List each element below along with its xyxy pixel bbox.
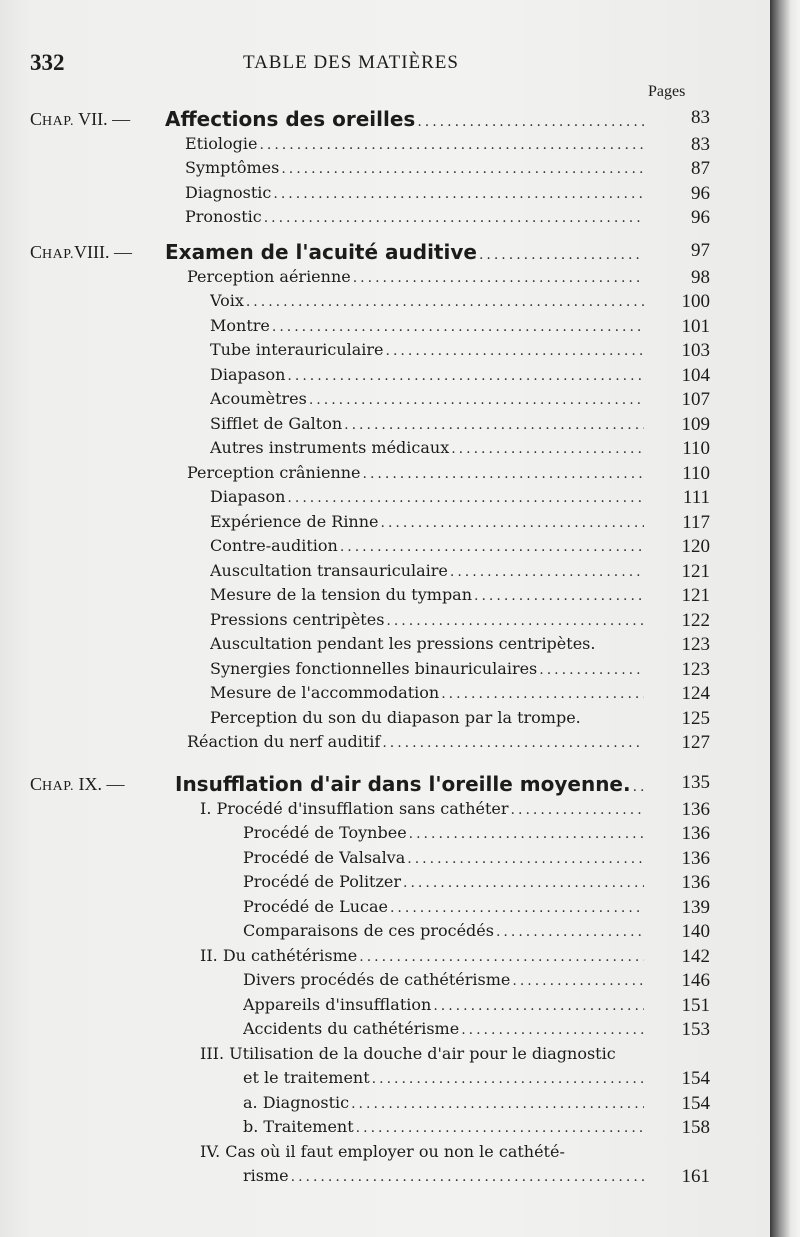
dot-leader	[281, 161, 644, 177]
toc-entry-text: Divers procédés de cathétérisme	[243, 970, 511, 989]
chapter-title: Insufflation d'air dans l'oreille moyenne.	[175, 772, 631, 796]
toc-entry	[210, 487, 710, 506]
chapter-title-row	[165, 240, 710, 265]
toc-entry-text: Expérience de Rinne	[210, 511, 379, 531]
toc-entry-row	[210, 316, 710, 341]
toc-entry-text: Procédé de Toynbee	[243, 823, 407, 842]
dot-leader	[409, 826, 644, 842]
dot-leader	[356, 1120, 644, 1136]
toc-entry	[210, 414, 710, 433]
dot-leader	[309, 392, 644, 408]
toc-entry-row	[210, 683, 710, 708]
toc-entry	[210, 389, 710, 408]
toc-entry	[210, 316, 710, 335]
chapter-label-smallcaps: HAP.	[42, 114, 74, 129]
dot-leader	[359, 949, 644, 965]
page-ref: 136	[681, 798, 710, 820]
toc-entry-row	[210, 536, 710, 561]
toc-entry-text: Contre-audition	[210, 536, 338, 555]
dot-leader	[287, 368, 644, 384]
page-ref: 83	[691, 133, 710, 155]
page-ref: 140	[681, 921, 710, 942]
toc-entry	[243, 921, 710, 940]
page-ref: 142	[681, 945, 710, 967]
toc-entry-row	[185, 207, 710, 232]
toc-entry	[210, 683, 710, 702]
toc-entry	[243, 1166, 710, 1185]
page-number: 332	[30, 50, 65, 75]
toc-entry	[210, 585, 710, 604]
toc-entry-row	[243, 1117, 710, 1142]
page-ref: 98	[691, 266, 710, 288]
toc-entry-row	[243, 970, 710, 995]
toc-entry	[185, 183, 710, 202]
toc-entry-text: Appareils d'insufflation	[243, 994, 432, 1014]
page-ref: 136	[681, 872, 710, 893]
toc-entry	[210, 291, 710, 310]
toc-entry-row	[210, 634, 710, 659]
dot-leader	[450, 564, 644, 580]
dot-leader	[461, 1022, 644, 1038]
page-ref: 123	[681, 634, 710, 655]
page-ref: 96	[691, 182, 710, 204]
toc-entry-text: a. Diagnostic	[243, 1092, 350, 1112]
page-ref: 136	[681, 847, 710, 869]
toc-entry	[210, 610, 710, 629]
dot-leader	[441, 686, 644, 702]
toc-entry-row	[185, 158, 710, 183]
toc-entry-row	[210, 512, 710, 537]
toc-entry-text: Sifflet de Galton	[210, 413, 343, 433]
toc-entry-row	[187, 732, 710, 757]
toc-entry	[210, 340, 710, 359]
toc-entry-text: risme	[243, 1166, 289, 1185]
toc-entry	[243, 1019, 710, 1038]
toc-entry-text: Diagnostic	[185, 182, 272, 202]
dot-leader	[451, 441, 644, 457]
toc-entry	[200, 799, 710, 818]
dot-leader	[246, 294, 644, 310]
page-ref: 139	[681, 896, 710, 918]
page-ref: 146	[681, 970, 710, 991]
page-ref: 124	[681, 683, 710, 704]
chapter-title-entry	[165, 240, 710, 264]
toc-entry	[185, 134, 710, 153]
page-ref: 107	[681, 389, 710, 410]
dot-leader	[403, 875, 644, 891]
page-ref: 104	[681, 364, 710, 386]
toc-entry	[243, 848, 710, 867]
toc-entry-row	[243, 1166, 710, 1191]
dot-leader	[496, 924, 644, 940]
toc-entry-text: Acoumètres	[210, 389, 307, 408]
dot-leader	[273, 186, 644, 202]
toc-entry-row	[200, 1044, 710, 1069]
chapter-label-smallcaps: HAP.	[42, 247, 74, 262]
page-ref: 101	[681, 315, 710, 337]
dot-leader	[386, 613, 644, 629]
toc-entry	[210, 659, 710, 678]
dot-leader	[390, 900, 644, 916]
toc-entry-text: Perception du son du diapason par la trompe.	[210, 707, 581, 727]
toc-entry-row	[210, 438, 710, 463]
toc-entry	[210, 634, 710, 653]
page-ref: 153	[681, 1019, 710, 1040]
toc-entry-row	[243, 1068, 710, 1093]
toc-entry	[243, 872, 710, 891]
toc-entry-text: Mesure de l'accommodation	[210, 683, 440, 702]
toc-entry-text: Comparaisons de ces procédés	[243, 921, 494, 940]
toc-entry-row	[200, 799, 710, 824]
toc-entry-text: Auscultation pendant les pressions centripètes.	[210, 634, 596, 653]
toc-entry	[187, 267, 710, 286]
toc-entry	[210, 512, 710, 531]
pages-column-label: Pages	[648, 83, 686, 100]
dot-leader	[363, 466, 644, 482]
toc-entry-row	[243, 823, 710, 848]
toc-entry-text: Perception crânienne	[187, 462, 361, 482]
dot-leader	[512, 973, 644, 989]
toc-entry	[185, 207, 710, 226]
dot-leader	[407, 851, 644, 867]
dot-leader	[474, 588, 644, 604]
toc-entry-text: Autres instruments médicaux	[210, 438, 450, 457]
toc-entry	[187, 463, 710, 482]
page-ref: 161	[681, 1166, 710, 1187]
chapter-label-initial: C	[30, 109, 43, 129]
page-ref: 117	[682, 511, 710, 533]
toc-entry-text: Accidents du cathétérisme	[243, 1019, 460, 1038]
page-ref: 87	[691, 158, 710, 179]
toc-entry-row	[185, 134, 710, 159]
toc-entry-row	[187, 267, 710, 292]
chapter-label	[30, 774, 175, 795]
toc-entry	[210, 365, 710, 384]
toc-entry-row	[210, 291, 710, 316]
toc-entry-text: III. Utilisation de la douche d'air pour le diagnostic	[200, 1043, 616, 1063]
toc-entry	[187, 732, 710, 751]
toc-entry	[243, 970, 710, 989]
toc-entry-row	[210, 414, 710, 439]
running-title: TABLE DES MATIÈRES	[243, 52, 459, 73]
chapter-title-row	[165, 107, 710, 132]
toc-entry-text: IV. Cas où il faut employer ou non le cathété-	[200, 1141, 565, 1161]
toc-entry-row	[243, 848, 710, 873]
toc-entry	[243, 1117, 710, 1136]
page-ref: 109	[681, 413, 710, 435]
toc-entry	[243, 1093, 710, 1112]
toc-entry-text: Pressions centripètes	[210, 609, 385, 629]
page-ref: 111	[682, 487, 710, 508]
dot-leader	[372, 1071, 644, 1087]
toc-entry	[210, 561, 710, 580]
page-ref: 135	[681, 772, 710, 793]
toc-entry-row	[185, 183, 710, 208]
toc-entry-row	[200, 946, 710, 971]
dot-leader	[259, 137, 644, 153]
toc-entry-text: Auscultation transauriculaire	[210, 560, 448, 580]
toc-entry	[200, 1142, 710, 1161]
toc-entry	[243, 823, 710, 842]
chapter-title: Affections des oreilles	[165, 107, 416, 131]
dot-leader	[386, 343, 644, 359]
toc-entry-text: Tube interauriculaire	[210, 340, 384, 359]
toc-entry	[243, 995, 710, 1014]
page-ref: 136	[681, 823, 710, 844]
dot-leader	[340, 539, 644, 555]
page-ref: 121	[681, 560, 710, 582]
dot-leader	[344, 417, 644, 433]
toc-entry-row	[210, 561, 710, 586]
toc-entry-text: Symptômes	[185, 158, 280, 177]
toc-entry-row	[210, 659, 710, 684]
toc-entry-text: Mesure de la tension du tympan	[210, 585, 473, 604]
toc-entry-row	[210, 610, 710, 635]
toc-entry-text: b. Traitement	[243, 1117, 354, 1136]
toc-entry-text: Procédé de Politzer	[243, 872, 402, 891]
chapter-label-number: VII. —	[73, 109, 131, 129]
dot-leader	[539, 662, 644, 678]
toc-entry	[210, 536, 710, 555]
dot-leader	[291, 1169, 644, 1185]
page-ref: 110	[682, 438, 710, 459]
toc-entry-text: Diapason	[210, 364, 286, 384]
toc-entry-text: Procédé de Valsalva	[243, 847, 406, 867]
toc-entry-row	[243, 897, 710, 922]
toc-entry-row	[210, 340, 710, 365]
toc-entry-text: Montre	[210, 315, 270, 335]
page-ref: 110	[682, 462, 710, 484]
chapter-label	[30, 109, 175, 130]
dot-leader	[353, 270, 644, 286]
toc-entry-text: II. Du cathétérisme	[200, 945, 358, 965]
chapter-title-entry	[175, 772, 710, 796]
page-ref: 125	[681, 707, 710, 729]
page-ref: 96	[691, 207, 710, 228]
toc-entry-text: Synergies fonctionnelles binauriculaires	[210, 658, 538, 678]
toc-entry-row	[243, 921, 710, 946]
dot-leader	[382, 735, 644, 751]
page-header	[0, 50, 770, 80]
toc-entry-row	[210, 585, 710, 610]
chapter-label-initial: C	[30, 774, 43, 794]
toc-entry-text: Diapason	[210, 487, 286, 506]
toc-entry	[210, 708, 710, 727]
toc-entry-row	[210, 708, 710, 733]
chapter-label	[30, 242, 175, 263]
page-ref: 154	[681, 1068, 710, 1089]
page-ref: 120	[681, 536, 710, 557]
page-ref: 127	[681, 732, 710, 753]
chapter-label-initial: C	[30, 242, 43, 262]
toc-entry-text: I. Procédé d'insufflation sans cathéter	[200, 798, 509, 818]
toc-entry-text: Pronostic	[185, 207, 262, 226]
dot-leader	[264, 210, 644, 226]
chapter-label-number: VIII. —	[73, 242, 132, 262]
dot-leader	[479, 247, 644, 263]
toc-entry-text: Etiologie	[185, 133, 258, 153]
toc-entry	[243, 1068, 710, 1087]
page-ref: 154	[681, 1092, 710, 1114]
page-ref: 97	[691, 240, 710, 261]
toc-entry-text: Réaction du nerf auditif	[187, 732, 381, 751]
dot-leader	[633, 779, 644, 795]
toc-entry-row	[243, 995, 710, 1020]
page-ref: 100	[681, 291, 710, 312]
dot-leader	[272, 319, 644, 335]
page-ref: 122	[681, 609, 710, 631]
toc-entry-text: Voix	[210, 291, 244, 310]
toc-entry-text: Perception aérienne	[187, 266, 351, 286]
dot-leader	[433, 998, 644, 1014]
dot-leader	[381, 515, 644, 531]
page-ref: 158	[681, 1117, 710, 1138]
dot-leader	[417, 114, 644, 130]
page-ref: 123	[681, 658, 710, 680]
toc-entry	[243, 897, 710, 916]
toc-entry-row	[210, 365, 710, 390]
chapter-title-entry	[165, 107, 710, 131]
chapter-label-smallcaps: HAP.	[42, 779, 74, 794]
chapter-label-number: IX. —	[73, 774, 125, 794]
toc-entry	[210, 438, 710, 457]
page-ref: 83	[691, 107, 710, 128]
dot-leader	[511, 802, 644, 818]
toc-entry-row	[243, 872, 710, 897]
page-ref: 151	[681, 994, 710, 1016]
toc-entry-row	[243, 1093, 710, 1118]
toc-entry	[185, 158, 710, 177]
dot-leader	[287, 490, 644, 506]
toc-entry-text: Procédé de Lucae	[243, 896, 388, 916]
page-ref: 103	[681, 340, 710, 361]
page-edge-shadow	[770, 0, 800, 1237]
page-ref: 121	[681, 585, 710, 606]
chapter-title: Examen de l'acuité auditive	[165, 240, 477, 264]
toc-entry-row	[243, 1019, 710, 1044]
toc-entry	[200, 946, 710, 965]
dot-leader	[351, 1096, 644, 1112]
toc-entry	[200, 1044, 710, 1063]
toc-entry-row	[187, 463, 710, 488]
toc-entry-text: et le traitement	[243, 1068, 370, 1087]
toc-entry-row	[200, 1142, 710, 1167]
chapter-title-row	[175, 772, 710, 797]
toc-entry-row	[210, 487, 710, 512]
toc-entry-row	[210, 389, 710, 414]
